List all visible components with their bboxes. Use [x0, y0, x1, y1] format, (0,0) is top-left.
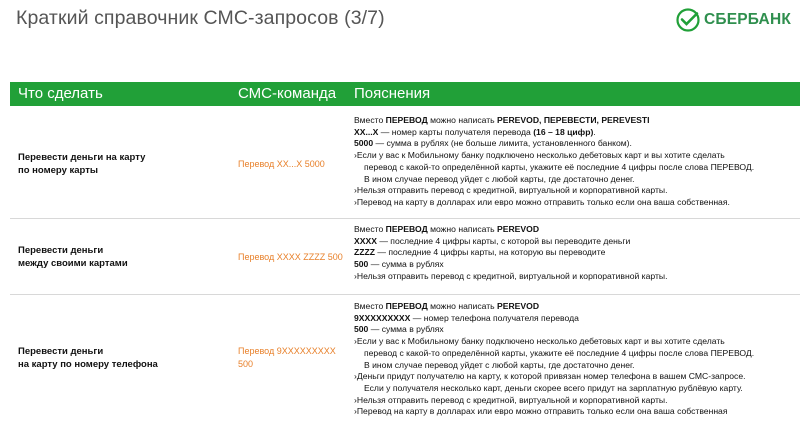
- explanation-line: Вместо ПЕРЕВОД можно написать PEREVOD: [354, 224, 540, 234]
- table-row: [10, 106, 800, 219]
- explanation-cell: [354, 301, 794, 418]
- column-header-command: СМС-команда: [238, 85, 337, 102]
- explanation-bullet: ›Перевод на карту в долларах или евро можно отправить только если она ваша собственная: [354, 406, 728, 417]
- explanation-line: 500 — сумма в рублях: [354, 259, 444, 270]
- column-header-explanation: Пояснения: [354, 85, 431, 102]
- column-header-what: Что сделать: [18, 85, 103, 102]
- bullet-arrow-icon: ›: [354, 150, 357, 161]
- explanation-bullet: ›Если у вас к Мобильному банку подключено несколько дебетовых карт и вы хотите сделать: [354, 336, 725, 347]
- bullet-arrow-icon: ›: [354, 270, 357, 281]
- command-cell: Перевод 9XXXXXXXXX 500: [238, 346, 336, 369]
- explanation-bullet: В ином случае перевод уйдет с любой карты, где достаточно денег.: [364, 359, 635, 370]
- explanation-line: XX...X — номер карты получателя перевода (16 – 18 цифр).: [354, 126, 596, 137]
- table-row: [10, 295, 800, 445]
- bullet-arrow-icon: ›: [354, 185, 357, 196]
- explanation-cell: [354, 224, 794, 283]
- explanation-line: Вместо ПЕРЕВОД можно написать PEREVOD, ПЕРЕВЕСТИ, PEREVESTI: [354, 115, 650, 125]
- explanation-line: 500 — сумма в рублях: [354, 324, 444, 335]
- bullet-arrow-icon: ›: [354, 406, 357, 417]
- explanation-bullet: В ином случае перевод уйдет с любой карты, где достаточно денег.: [364, 173, 635, 184]
- explanation-bullet: ›Нельзя отправить перевод с кредитной, виртуальной и корпоративной карты.: [354, 394, 668, 405]
- page-title: Краткий справочник СМС-запросов (3/7): [16, 7, 385, 29]
- explanation-bullet: ›Если у вас к Мобильному банку подключено несколько дебетовых карт и вы хотите сделать: [354, 150, 725, 161]
- table-header: [10, 82, 800, 106]
- action-cell: Перевести деньги между своими картами: [18, 245, 128, 269]
- sms-commands-table: [10, 82, 800, 445]
- explanation-line: 9XXXXXXXXX — номер телефона получателя перевода: [354, 312, 579, 323]
- brand-name: СБЕРБАНК: [704, 11, 792, 28]
- explanation-line: XXXX — последние 4 цифры карты, с которой вы переводите деньги: [354, 235, 631, 246]
- bullet-arrow-icon: ›: [354, 371, 357, 382]
- explanation-line: ZZZZ — последние 4 цифры карты, на которую вы переводите: [354, 247, 606, 258]
- brand-logo: [676, 8, 791, 32]
- explanation-bullet: ›Перевод на карту в долларах или евро можно отправить только если она ваша собственная.: [354, 196, 730, 207]
- bullet-arrow-icon: ›: [354, 336, 357, 347]
- command-cell: Перевод XX...X 5000: [238, 159, 325, 169]
- explanation-line: Вместо ПЕРЕВОД можно написать PEREVOD: [354, 301, 540, 311]
- explanation-bullet: ›Нельзя отправить перевод с кредитной, виртуальной и корпоративной карты.: [354, 270, 668, 281]
- explanation-bullet: ›Деньги придут получателю на карту, к которой привязан номер телефона в вашем СМС-запросе.: [354, 371, 746, 382]
- command-cell: Перевод XXXX ZZZZ 500: [238, 252, 343, 262]
- action-cell: Перевести деньги на карту по номеру телефона: [18, 346, 158, 370]
- explanation-bullet: перевод с какой-то определённой карты, укажите её последние 4 цифры после слова ПЕРЕВОД.: [364, 347, 755, 358]
- bullet-arrow-icon: ›: [354, 394, 357, 405]
- explanation-bullet: перевод с какой-то определённой карты, укажите её последние 4 цифры после слова ПЕРЕВОД.: [364, 161, 755, 172]
- explanation-bullet: Если у получателя несколько карт, деньги скорее всего придут на зарплатную рублёвую карту.: [364, 382, 743, 393]
- explanation-cell: [354, 115, 794, 209]
- explanation-line: 5000 — сумма в рублях (не больше лимита, установленного банком).: [354, 138, 632, 149]
- sberbank-logo-icon: [676, 8, 700, 32]
- explanation-bullet: ›Нельзя отправить перевод с кредитной, виртуальной и корпоративной карты.: [354, 185, 668, 196]
- bullet-arrow-icon: ›: [354, 196, 357, 207]
- action-cell: Перевести деньги на карту по номеру карты: [18, 152, 146, 176]
- table-row: [10, 219, 800, 295]
